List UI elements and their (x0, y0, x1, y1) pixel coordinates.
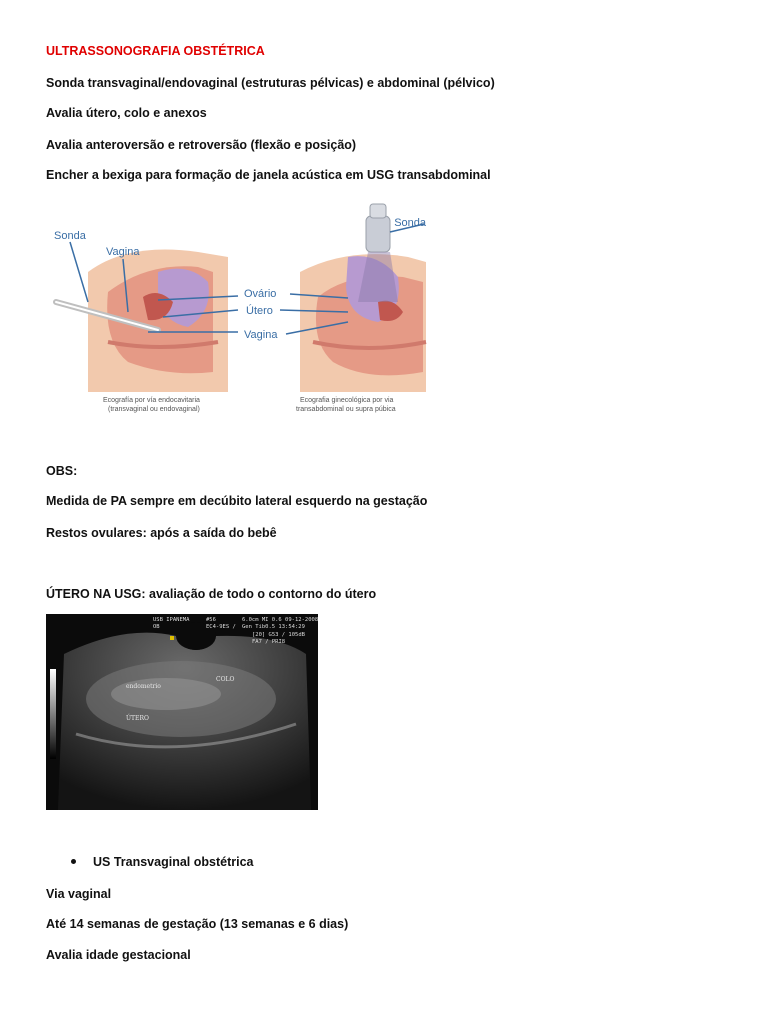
us-header-dynamic: [20] G53 / 105dB (252, 632, 305, 638)
uterus-ultrasound-image (46, 614, 318, 810)
caption-right-1: Ecografia ginecológica por via (300, 397, 394, 404)
tail-line-weeks: Até 14 semanas de gestação (13 semanas e 6 dias) (46, 917, 349, 931)
us-header-probe: EC4-9ES / (206, 624, 236, 630)
us-label-uterus: ÚTERO (126, 715, 149, 722)
tail-line-gestational-age: Avalia idade gestacional (46, 948, 191, 962)
us-label-endometrium: endometrio (126, 683, 161, 690)
bullet-item: US Transvaginal obstétrica (93, 855, 254, 869)
caption-right-2: transabdominal ou supra púbica (296, 406, 396, 413)
obs-line-blood-pressure: Medida de PA sempre em decúbito lateral esquerdo na gestação (46, 494, 428, 508)
transvaginal-panel (54, 230, 238, 413)
text-line-probes: Sonda transvaginal/endovaginal (estruturas pélvicas) e abdominal (pélvico) (46, 76, 495, 90)
uterus-heading: ÚTERO NA USG: avaliação de todo o contorno do útero (46, 587, 377, 601)
obs-heading: OBS: (46, 464, 78, 478)
tail-line-route: Via vaginal (46, 887, 112, 901)
obs-line-ovular-remains: Restos ovulares: após a saída do bebê (46, 526, 277, 540)
us-header-clinic: USB IPANEMA (153, 617, 190, 623)
caption-left-2: (transvaginal ou endovaginal) (108, 406, 200, 413)
label-probe-left: Sonda (54, 230, 86, 242)
us-header-mode: OB (153, 624, 160, 630)
us-header-gain-time: Gen Tib0.5 13:54:29 (242, 624, 305, 630)
transabdominal-panel (244, 204, 427, 413)
pelvic-ultrasound-illustration (48, 202, 428, 420)
us-header-preset: FA7 / PRI8 (252, 639, 286, 645)
us-header-frame: #56 (206, 617, 216, 623)
label-ovary: Ovário (244, 288, 277, 300)
caption-left-1: Ecografía por vía endocavitaria (103, 397, 200, 404)
text-line-evaluates: Avalia útero, colo e anexos (46, 106, 207, 120)
text-line-bladder: Encher a bexiga para formação de janela acústica em USG transabdominal (46, 168, 491, 182)
document-title: ULTRASSONOGRAFIA OBSTÉTRICA (46, 44, 265, 58)
label-vagina-right: Vagina (244, 329, 278, 341)
text-line-version: Avalia anteroversão e retroversão (flexão e posição) (46, 138, 357, 152)
label-uterus: Útero (246, 305, 273, 317)
label-vagina-left: Vagina (106, 246, 140, 258)
bullet-marker (71, 859, 76, 864)
us-header-depth-date: 6.0cm MI 0.6 09-12-2008 (242, 617, 318, 623)
label-probe-right: Sonda (394, 217, 426, 229)
us-label-cervix: COLO (216, 676, 235, 683)
